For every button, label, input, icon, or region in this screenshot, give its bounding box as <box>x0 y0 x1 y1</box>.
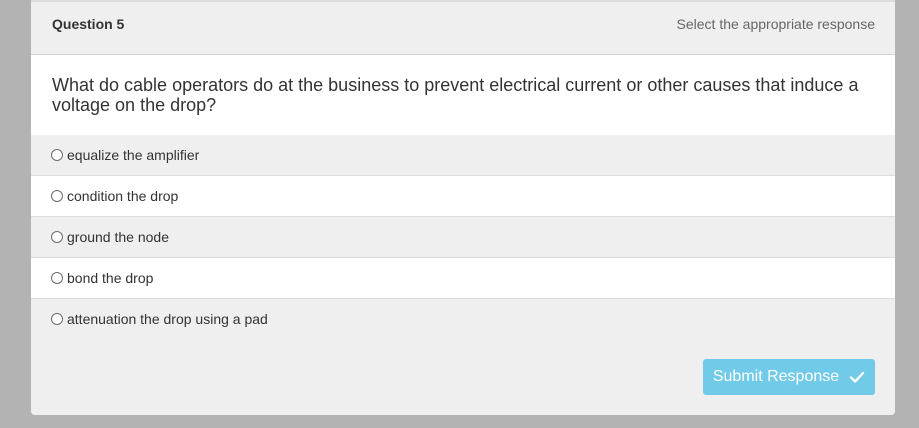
question-stem-text: What do cable operators do at the business to prevent electrical current or other causes that induce a voltage on the drop? <box>52 75 859 115</box>
question-number: Question 5 <box>52 16 125 32</box>
radio-button[interactable] <box>51 313 63 325</box>
answer-option[interactable] <box>31 135 895 176</box>
question-header <box>31 2 895 55</box>
answer-option-label: bond the drop <box>67 270 154 286</box>
answer-option-label: condition the drop <box>67 188 179 204</box>
radio-button[interactable] <box>51 190 63 202</box>
radio-button[interactable] <box>51 272 63 284</box>
answer-option[interactable] <box>31 176 895 217</box>
answer-option-label: ground the node <box>67 229 169 245</box>
answer-option-label: attenuation the drop using a pad <box>67 311 268 327</box>
answer-option-label: equalize the amplifier <box>67 147 200 163</box>
answer-option[interactable] <box>31 258 895 299</box>
answer-options <box>31 135 895 340</box>
check-icon <box>849 369 865 385</box>
submit-response-button[interactable] <box>703 359 875 395</box>
radio-button[interactable] <box>51 231 63 243</box>
question-instruction: Select the appropriate response <box>676 16 875 32</box>
question-stem <box>31 55 895 136</box>
answer-option[interactable] <box>31 299 895 340</box>
answer-option[interactable] <box>31 217 895 258</box>
submit-button-label: Submit Response <box>712 368 840 385</box>
radio-button[interactable] <box>51 149 63 161</box>
question-card <box>31 0 895 415</box>
question-footer <box>31 339 895 415</box>
